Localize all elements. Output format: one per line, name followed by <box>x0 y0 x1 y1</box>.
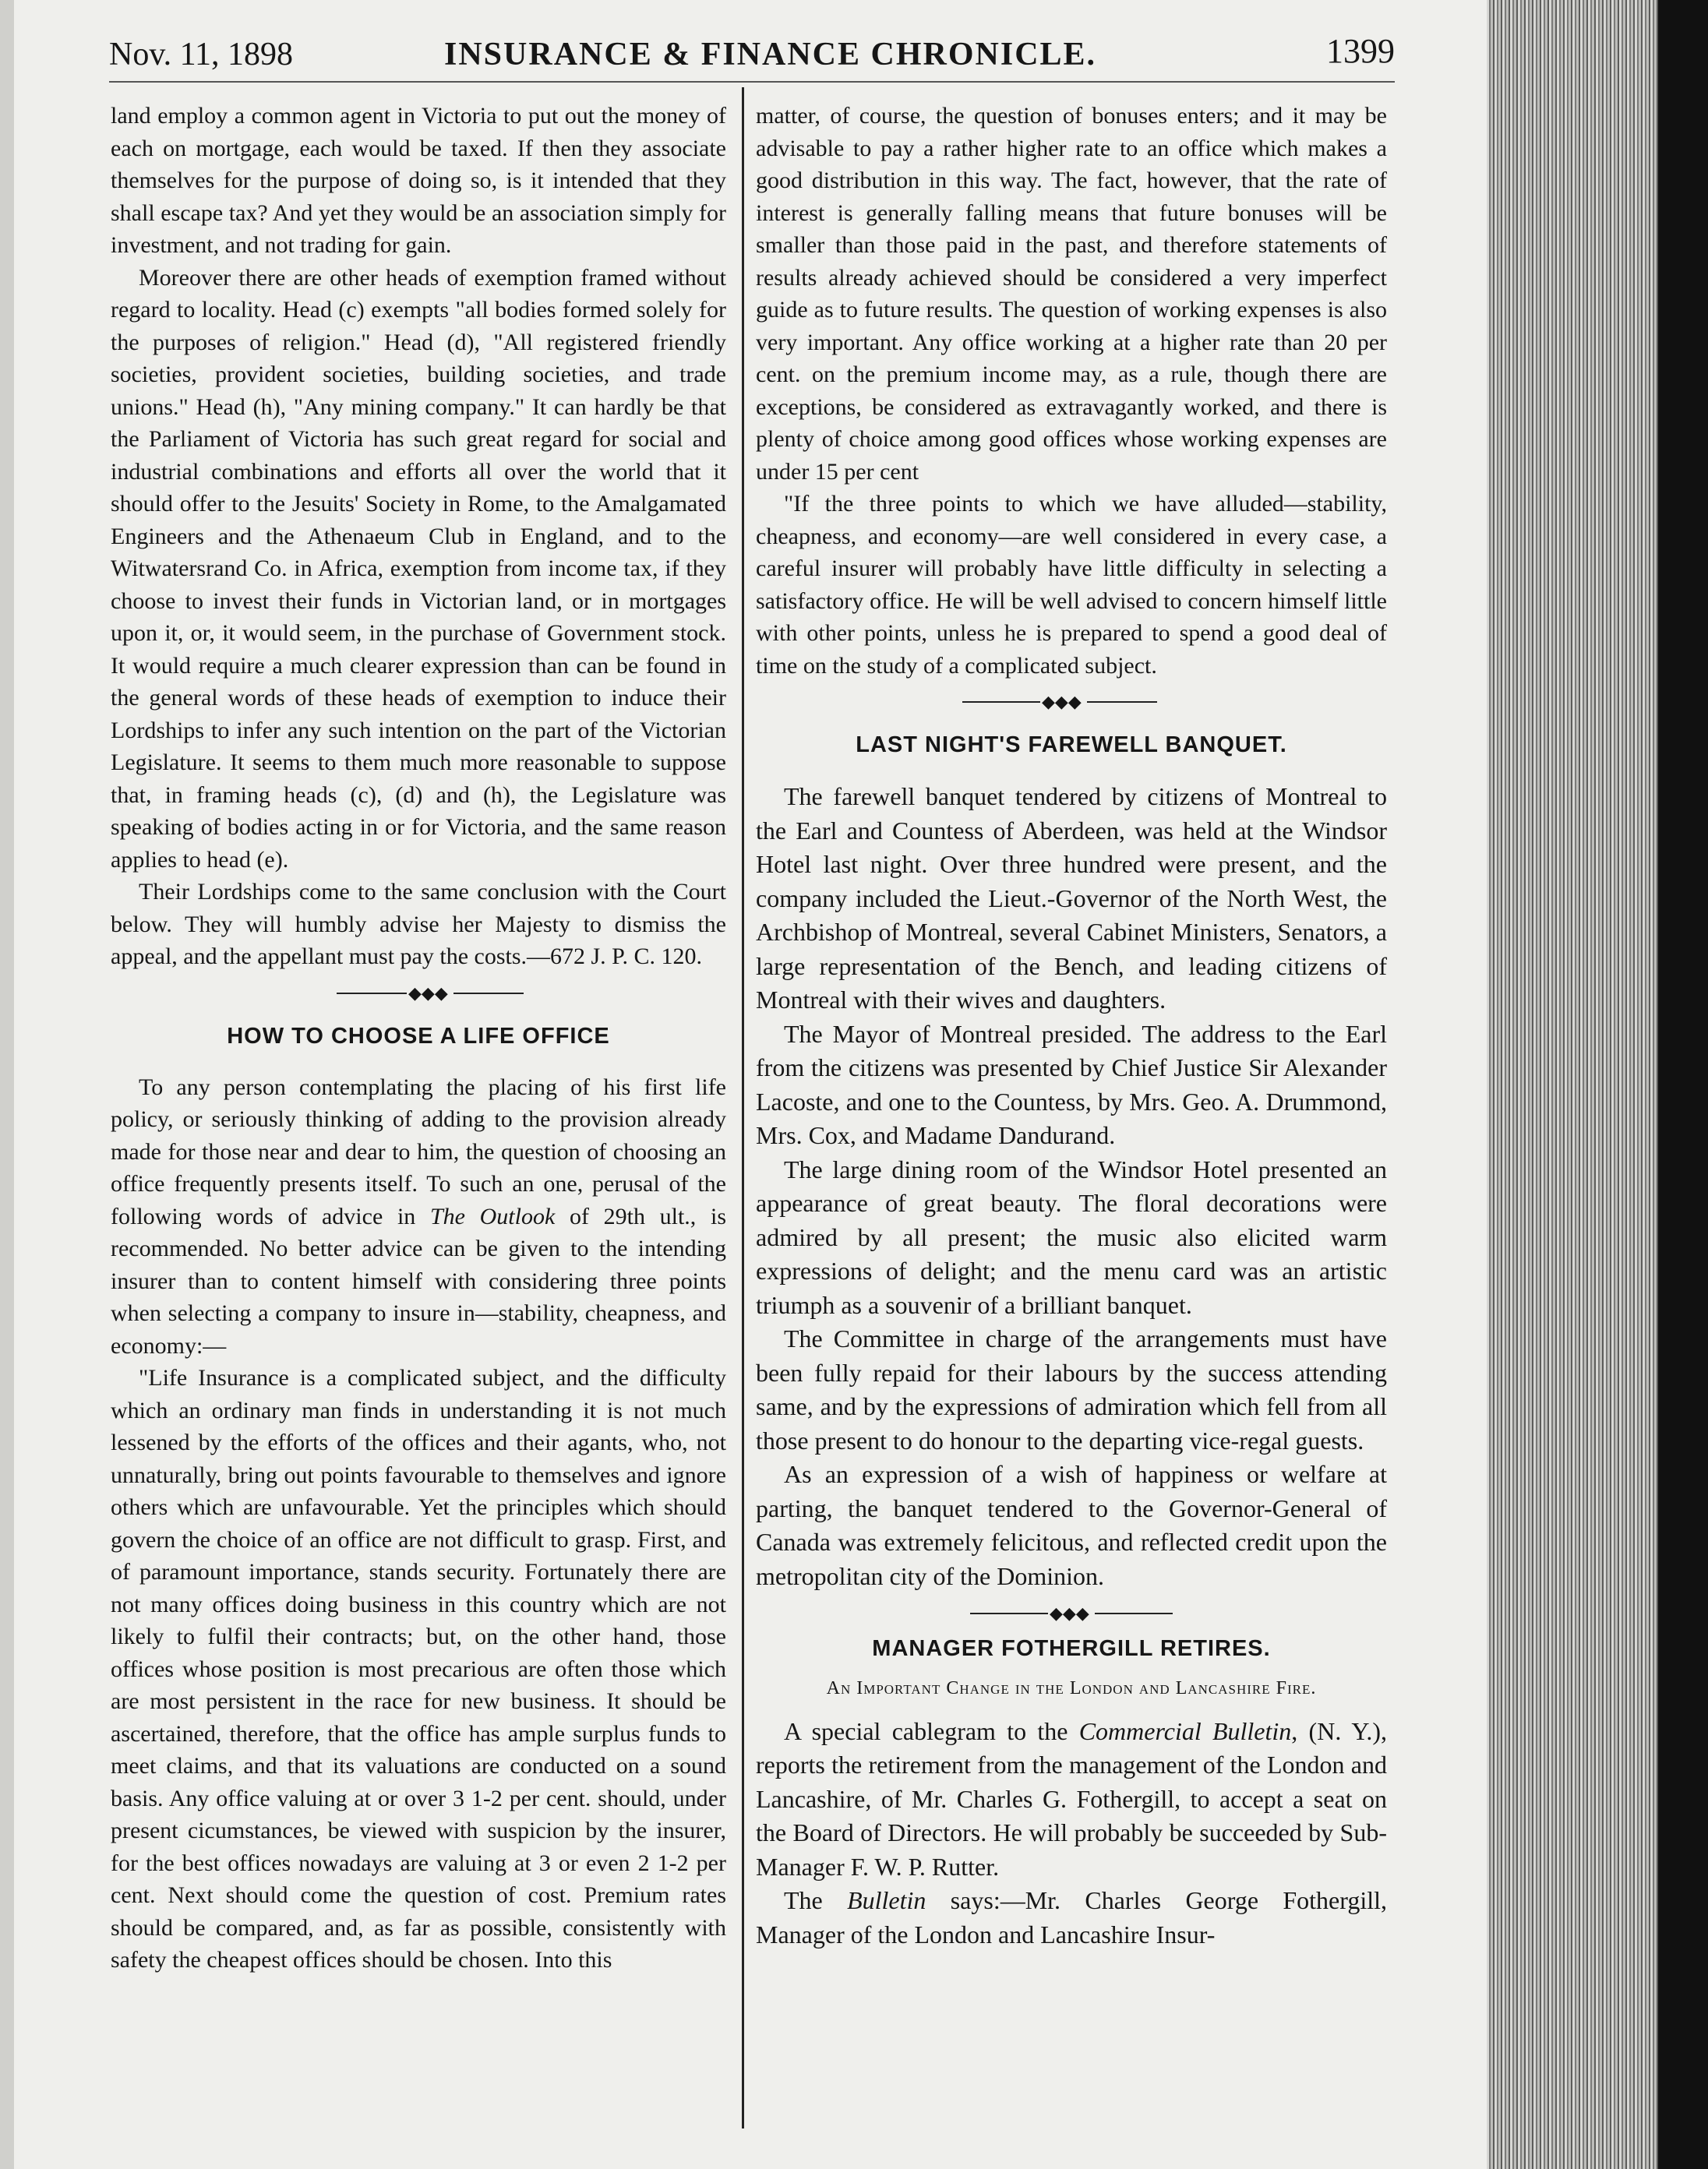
article-subheading-manager: An Important Change in the London and Lancashire Fire. <box>826 1678 1317 1698</box>
manager-para-1-text-b: , (N. Y.), reports the retirement from the management of the London and Lancashire, of Mr. Charles G. Fothergill, to accept a seat on the Board of Directors. He will probably be succeeded by Sub-Manager F. W. P. Rutter. <box>756 1716 1388 1881</box>
right-para-1: matter, of course, the question of bonuses enters; and it may be advisable to pay a rather higher rate to an office which makes a good distribution in this way. The fact, however, that the rate of interest is generally falling means that future bonuses will be smaller than those paid in the past, and therefore statements of results already achieved should be considered a very imperfect guide as to future results. The question of working expenses is also very important. Any office working at a higher rate than 20 per cent. on the premium income may, as a rule, though there are exceptions, be considered as extravagantly worked, and there is plenty of choice among good offices whose working expenses are under 15 per cent <box>756 103 1387 485</box>
banquet-para-4: The Committee in charge of the arrangements must have been fully repaid for their labours by the success attending same, and by the expressions of admiration which fell from all those present to do honour to the departing vice-regal guests. <box>756 1324 1387 1455</box>
section-ornament: ◆◆◆ <box>756 696 1387 708</box>
page-header <box>109 28 1395 83</box>
bulletin-title: Bulletin <box>847 1886 926 1914</box>
manager-para-2-text-b: says:—Mr. Charles George Fothergill, Manager of the London and Lancashire Insur- <box>756 1886 1388 1949</box>
left-para-2: Moreover there are other heads of exemption framed without regard to locality. Head (c) exempts "all bodies formed solely for the purposes of religion." Head (d), "All registered friendly societies, provident societies, building societies, and trade unions." Head (h), "Any mining company." It can hardly be that the Parliament of Victoria has such great regard for social and industrial combinations and efforts all over the world that it should offer to the Jesuits' Society in Rome, to the Amalgamated Engineers and the Athenaeum Club in England, and to the Witwatersrand Co. in Africa, exemption from income tax, if they choose to invest their funds in Victorian land, or in mortgages upon it, or, it would seem, in the purchase of Government stock. It would require a much clearer expression than can be found in the general words of these heads of exemption to induce their Lordships to infer any such intention on the part of the Victorian Legislature. It seems to them much more reasonable to suppose that, in framing heads (c), (d) and (h), the Legislature was speaking of bodies acting in or for Victoria, and the same reason applies to head (e). <box>111 264 726 873</box>
manager-para-2 <box>756 1884 1387 1952</box>
outlook-title: The Outlook <box>429 1203 556 1229</box>
article-heading-banquet: LAST NIGHT'S FAREWELL BANQUET. <box>856 732 1287 757</box>
left-para-4-text-a: To any person contemplating the placing of his first life policy, or seriously thinking of adding to the provision already made for those near and dear to him, the question of choosing an office frequently presents itself. To such an one, perusal of the following words of advice in <box>111 1074 726 1229</box>
page-number: 1399 <box>1326 32 1395 70</box>
left-para-4 <box>111 1071 726 1363</box>
right-column <box>756 100 1387 1952</box>
article-heading-life-office: HOW TO CHOOSE A LIFE OFFICE <box>227 1023 610 1049</box>
section-ornament: ◆◆◆ <box>111 987 726 1000</box>
right-para-2: "If the three points to which we have alluded—stability, cheapness, and economy—are well considered in every case, a careful insurer will probably have little difficulty in selecting a satisfactory office. He will be well advised to concern himself little with other points, unless he is prepared to spend a good deal of time on the study of a complicated subject. <box>756 491 1387 679</box>
page-left-edge <box>0 0 14 2169</box>
manager-para-1 <box>756 1715 1387 1885</box>
banquet-para-2: The Mayor of Montreal presided. The address to the Earl from the citizens was presented by Chief Justice Sir Alexander Lacoste, and one to the Countess, by Mrs. Geo. A. Drummond, Mrs. Cox, and Madame Dandurand. <box>756 1019 1387 1149</box>
article-heading-manager: MANAGER FOTHERGILL RETIRES. <box>872 1636 1271 1661</box>
header-rule <box>109 81 1395 83</box>
banquet-para-1: The farewell banquet tendered by citizens of Montreal to the Earl and Countess of Aberdeen, was held at the Windsor Hotel last night. Over three hundred were present, and the company included the Lieut.-Governor of the North West, the Archbishop of Montreal, several Cabinet Ministers, Senators, a large representation of the Bench, and leading citizens of Montreal with their wives and daughters. <box>756 782 1387 1014</box>
manager-para-1-text-a: A special cablegram to the <box>784 1716 1079 1745</box>
book-page-edges <box>1487 0 1658 2169</box>
left-para-5: "Life Insurance is a complicated subject, and the difficulty which an ordinary man finds in understanding it is not much lessened by the efforts of the offices and their agants, who, not unnaturally, bring out points favourable to themselves and ignore others which are unfavourable. Yet the principles which should govern the choice of an office are not difficult to grasp. First, and of paramount importance, stands security. Fortunately there are not many offices doing business in this country which are not likely to fulfil their contracts; but, on the other hand, those offices whose position is most precarious are often those which are most persistent in the race for new business. It should be ascertained, therefore, that the office has ample surplus funds to meet claims, and that its valuations are conducted on a sound basis. Any office valuing at or over 3 1-2 per cent. should, under present cicumstances, be viewed with suspicion by the insurer, for the best offices nowadays are valuing at 3 or even 2 1-2 per cent. Next should come the question of cost. Premium rates should be compared, and, as far as possible, consistently with safety the cheapest offices should be chosen. Into this <box>111 1365 726 1973</box>
left-column <box>111 100 726 1977</box>
left-para-3: Their Lordships come to the same conclusion with the Court below. They will humbly advise her Majesty to dismiss the appeal, and the appellant must pay the costs.—672 J. P. C. 120. <box>111 879 726 969</box>
commercial-bulletin-title: Commercial Bulletin <box>1078 1716 1292 1745</box>
left-para-1: land employ a common agent in Victoria to put out the money of each on mortgage, each would be taxed. If then they associate themselves for the purpose of doing so, is it intended that they shall escape tax? And yet they would be an association simply for investment, and not trading for gain. <box>111 103 726 258</box>
banquet-para-3: The large dining room of the Windsor Hotel presented an appearance of great beauty. The floral decorations were admired by all present; the music also elicited warm expressions of delight; and the menu card was an artistic triumph as a souvenir of a brilliant banquet. <box>756 1155 1387 1319</box>
section-ornament: ◆◆◆ <box>756 1607 1387 1620</box>
column-divider <box>742 87 744 2128</box>
banquet-para-5: As an expression of a wish of happiness or welfare at parting, the banquet tendered to the Governor-General of Canada was extremely felicitous, and reflected credit upon the metropolitan city of the Dominion. <box>756 1460 1387 1590</box>
issue-date: Nov. 11, 1898 <box>109 37 294 72</box>
manager-para-2-text-a: The <box>784 1886 848 1914</box>
book-gutter-shadow <box>1658 0 1708 2169</box>
left-para-4-text-b: of 29th ult., is recommended. No better advice can be given to the intending insurer than to content himself with considering three points when selecting a company to insure in—stability, cheapness, and economy:— <box>111 1203 726 1359</box>
publication-title: INSURANCE & FINANCE CHRONICLE. <box>444 37 1097 72</box>
